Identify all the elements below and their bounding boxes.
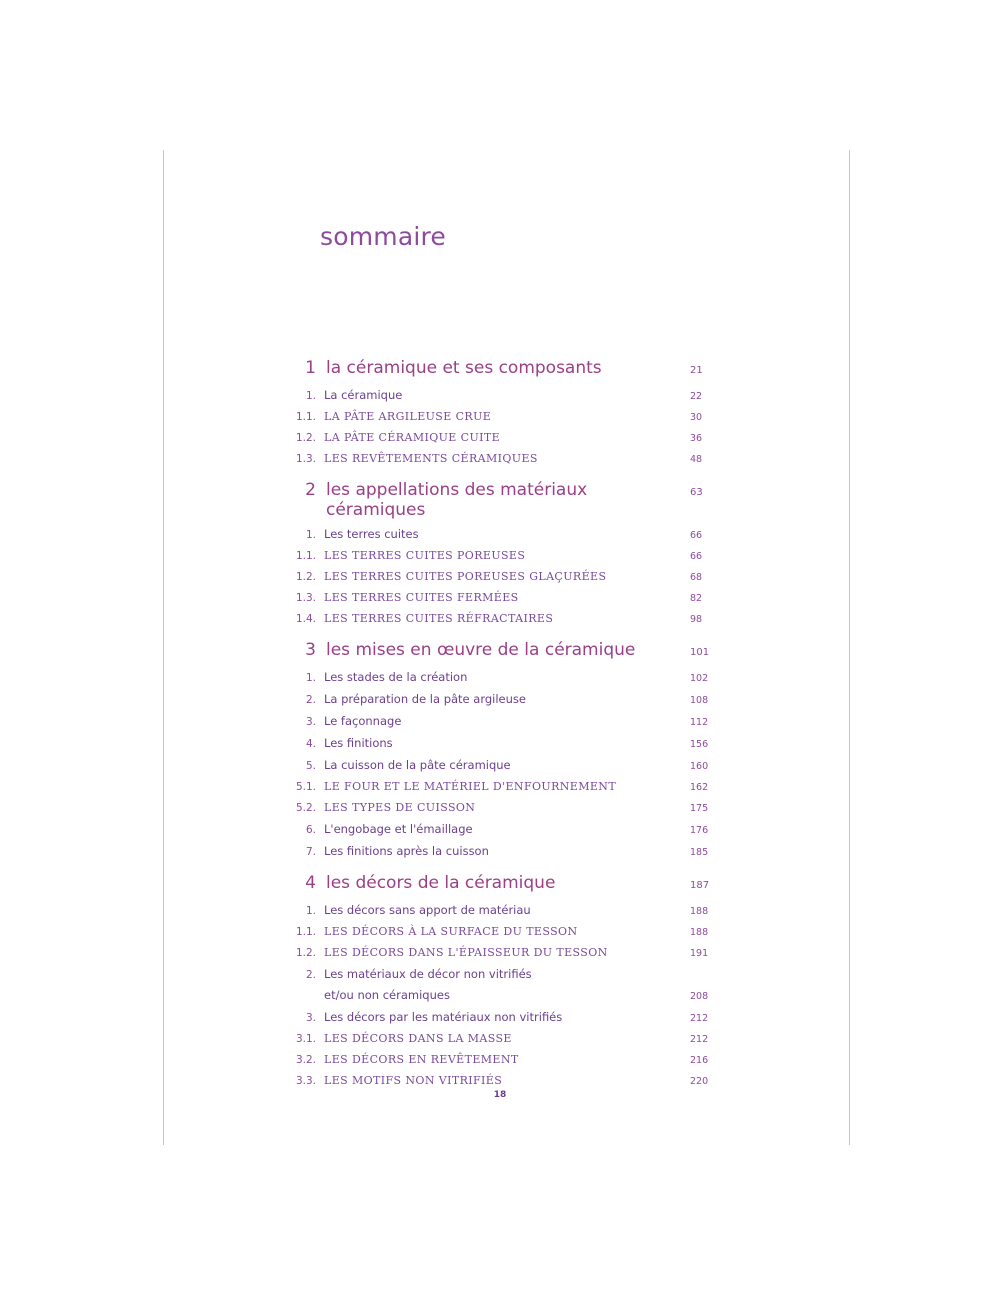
entry-page-number: 175 <box>690 803 709 814</box>
entry-number: 1.1. <box>295 926 316 938</box>
folio-number: 18 <box>493 1090 507 1100</box>
toc-entry-row[interactable] <box>276 777 736 798</box>
entry-number: 1.2. <box>295 947 316 959</box>
left-margin-rule <box>163 150 164 1145</box>
chapter-number: 1 <box>305 358 316 378</box>
entry-number: 1. <box>305 672 316 684</box>
toc-entry-row[interactable] <box>276 711 736 733</box>
toc-entry-row[interactable] <box>276 922 736 943</box>
toc-part <box>276 873 736 1092</box>
entry-title: Les finitions <box>324 736 393 750</box>
toc-entry-row[interactable] <box>276 943 736 964</box>
toc-entry-row[interactable] <box>276 689 736 711</box>
page-title: sommaire <box>320 222 447 251</box>
chapter-page-number: 21 <box>690 365 703 376</box>
entry-title: LES DÉCORS À LA SURFACE DU TESSON <box>324 925 578 938</box>
entry-number: 3.1. <box>295 1033 316 1045</box>
entry-number: 1. <box>305 390 316 402</box>
entry-title: LA PÂTE CÉRAMIQUE CUITE <box>324 431 501 444</box>
entry-page-number: 208 <box>690 991 709 1002</box>
entry-page-number: 30 <box>690 412 703 423</box>
entry-page-number: 112 <box>690 717 709 728</box>
entry-title: et/ou non céramiques <box>324 988 450 1002</box>
toc-entry-row[interactable] <box>276 428 736 449</box>
entry-number: 3.2. <box>295 1054 316 1066</box>
toc-entry-row[interactable] <box>276 985 736 1007</box>
entry-title: LES TERRES CUITES FERMÉES <box>324 591 519 604</box>
entry-page-number: 220 <box>690 1076 709 1087</box>
entry-number: 1.3. <box>295 453 316 465</box>
entry-title: Le façonnage <box>324 714 402 728</box>
entry-page-number: 36 <box>690 433 703 444</box>
entry-page-number: 212 <box>690 1013 709 1024</box>
entry-page-number: 188 <box>690 927 709 938</box>
entry-title: LES TERRES CUITES POREUSES <box>324 549 526 562</box>
chapter-title: la céramique et ses composants <box>326 358 602 378</box>
entry-page-number: 48 <box>690 454 703 465</box>
entry-page-number: 66 <box>690 551 703 562</box>
entry-number: 5. <box>305 760 316 772</box>
toc-entry-row[interactable] <box>276 1071 736 1092</box>
chapter-number: 4 <box>305 873 316 893</box>
entry-page-number: 66 <box>690 530 703 541</box>
entry-number: 3. <box>305 716 316 728</box>
toc-entry-row[interactable] <box>276 588 736 609</box>
entry-title: Les finitions après la cuisson <box>324 844 489 858</box>
entry-title: LE FOUR ET LE MATÉRIEL D'ENFOURNEMENT <box>324 780 617 793</box>
toc-entry-row[interactable] <box>276 819 736 841</box>
entry-title: Les décors sans apport de matériau <box>324 903 531 917</box>
toc-chapter-row[interactable] <box>276 873 736 896</box>
entry-number: 1.2. <box>295 571 316 583</box>
entry-title: La cuisson de la pâte céramique <box>324 758 511 772</box>
entry-number: 1.4. <box>295 613 316 625</box>
toc-entry-row[interactable] <box>276 900 736 922</box>
entry-page-number: 68 <box>690 572 703 583</box>
toc-chapter-row[interactable] <box>276 358 736 381</box>
entry-title: Les terres cuites <box>324 527 419 541</box>
right-margin-rule <box>849 150 850 1145</box>
entry-page-number: 108 <box>690 695 709 706</box>
entry-page-number: 102 <box>690 673 709 684</box>
toc-entry-row[interactable] <box>276 733 736 755</box>
entry-title: L'engobage et l'émaillage <box>324 822 473 836</box>
entry-page-number: 162 <box>690 782 709 793</box>
chapter-page-number: 63 <box>690 487 703 498</box>
entry-title: LES TYPES DE CUISSON <box>324 801 476 814</box>
entry-title: LES DÉCORS DANS LA MASSE <box>324 1032 512 1045</box>
entry-title: Les matériaux de décor non vitrifiés <box>324 967 532 981</box>
toc-part <box>276 358 736 470</box>
chapter-number: 3 <box>305 640 316 660</box>
entry-page-number: 188 <box>690 906 709 917</box>
entry-number: 2. <box>305 694 316 706</box>
entry-page-number: 98 <box>690 614 703 625</box>
entry-number: 3.3. <box>295 1075 316 1087</box>
chapter-title: les décors de la céramique <box>326 873 556 893</box>
entry-title: LA PÂTE ARGILEUSE CRUE <box>324 410 492 423</box>
entry-page-number: 156 <box>690 739 709 750</box>
entry-title: LES TERRES CUITES RÉFRACTAIRES <box>324 612 554 625</box>
table-of-contents <box>276 348 736 1100</box>
toc-entry-row[interactable] <box>276 449 736 470</box>
toc-entry-row[interactable] <box>276 524 736 546</box>
entry-title: La préparation de la pâte argileuse <box>324 692 526 706</box>
toc-entry-row[interactable] <box>276 407 736 428</box>
toc-chapter-row[interactable] <box>276 480 736 520</box>
chapter-page-number: 101 <box>690 647 710 658</box>
entry-number: 2. <box>305 969 316 981</box>
toc-part <box>276 480 736 630</box>
entry-number: 1. <box>305 905 316 917</box>
toc-entry-row[interactable] <box>276 755 736 777</box>
entry-page-number: 176 <box>690 825 709 836</box>
entry-page-number: 216 <box>690 1055 709 1066</box>
entry-number: 5.2. <box>295 802 316 814</box>
entry-title: LES MOTIFS NON VITRIFIÉS <box>324 1074 503 1087</box>
toc-part <box>276 640 736 863</box>
chapter-page-number: 187 <box>690 880 710 891</box>
toc-entry-row[interactable] <box>276 964 736 985</box>
entry-number: 1.1. <box>295 550 316 562</box>
entry-title: LES TERRES CUITES POREUSES GLAÇURÉES <box>324 570 607 583</box>
chapter-title: les mises en œuvre de la céramique <box>326 640 636 660</box>
entry-title: LES DÉCORS DANS L'ÉPAISSEUR DU TESSON <box>324 946 608 959</box>
entry-number: 1.2. <box>295 432 316 444</box>
toc-entry-row[interactable] <box>276 1007 736 1029</box>
toc-entry-row[interactable] <box>276 667 736 689</box>
entry-number: 5.1. <box>295 781 316 793</box>
entry-title: La céramique <box>324 388 403 402</box>
entry-number: 1. <box>305 529 316 541</box>
toc-chapter-row[interactable] <box>276 640 736 663</box>
chapter-title: les appellations des matériaux céramiques <box>326 480 588 520</box>
entry-title: Les stades de la création <box>324 670 468 684</box>
entry-number: 3. <box>305 1012 316 1024</box>
toc-entry-row[interactable] <box>276 798 736 819</box>
entry-number: 1.3. <box>295 592 316 604</box>
entry-page-number: 191 <box>690 948 709 959</box>
toc-entry-row[interactable] <box>276 385 736 407</box>
toc-entry-row[interactable] <box>276 1029 736 1050</box>
entry-page-number: 22 <box>690 391 703 402</box>
toc-entry-row[interactable] <box>276 567 736 588</box>
chapter-number: 2 <box>305 480 316 500</box>
toc-entry-row[interactable] <box>276 609 736 630</box>
entry-title: LES REVÊTEMENTS CÉRAMIQUES <box>324 452 538 465</box>
entry-number: 6. <box>305 824 316 836</box>
entry-page-number: 212 <box>690 1034 709 1045</box>
entry-page-number: 185 <box>690 847 709 858</box>
entry-page-number: 82 <box>690 593 703 604</box>
toc-entry-row[interactable] <box>276 1050 736 1071</box>
entry-number: 1.1. <box>295 411 316 423</box>
entry-page-number: 160 <box>690 761 709 772</box>
entry-title: Les décors par les matériaux non vitrifiés <box>324 1010 563 1024</box>
toc-entry-row[interactable] <box>276 841 736 863</box>
entry-number: 7. <box>305 846 316 858</box>
toc-entry-row[interactable] <box>276 546 736 567</box>
entry-title: LES DÉCORS EN REVÊTEMENT <box>324 1053 519 1066</box>
entry-number: 4. <box>305 738 316 750</box>
